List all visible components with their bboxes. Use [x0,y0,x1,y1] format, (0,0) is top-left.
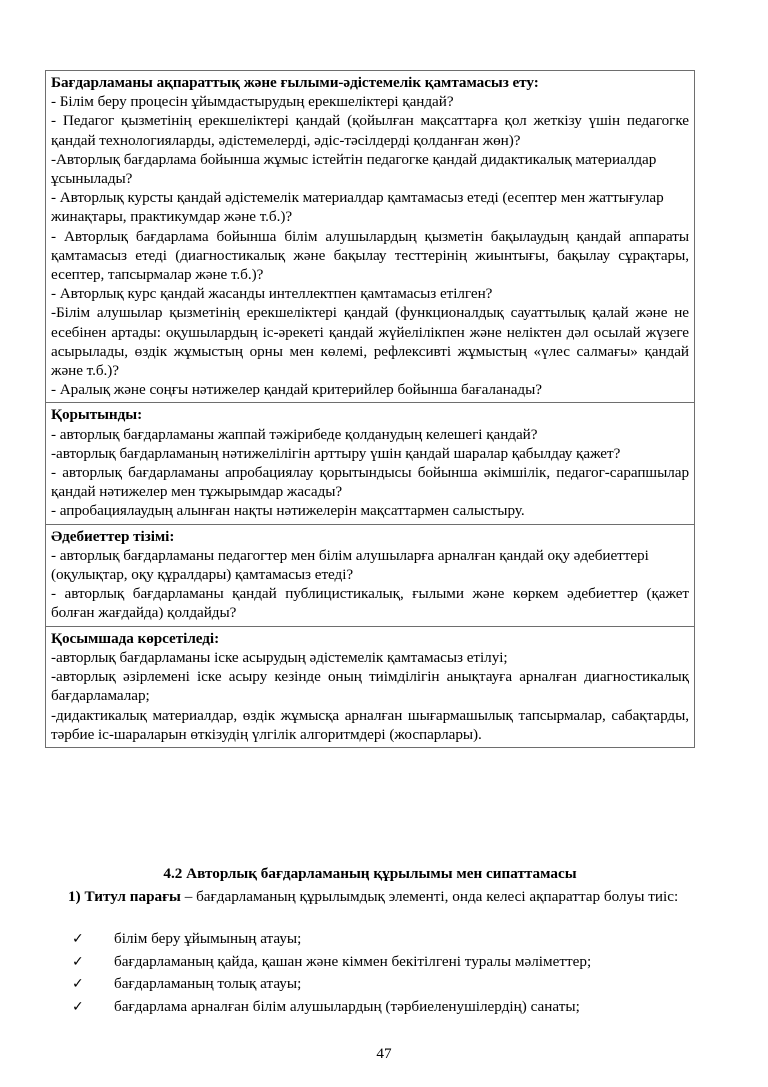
section-title: Бағдарламаны ақпараттық және ғылыми-әдістемелік қамтамасыз ету: [51,74,539,91]
section-line: - авторлық бағдарламаны педагогтер мен білім алушыларға арналған қандай оқу әдебиеттері (оқулықтар, оқу құралдары) қамтамасыз етеді? [51,546,649,584]
section-line: -дидактикалық материалдар, өздік жұмысқа арналған шығармашылық тапсырмалар, сабақтарды, тәрбие іс-шараларын өткізудің үлгілік алгоритмдері (жоспарлары). [51,706,689,743]
intro-number: 1) [68,888,81,905]
section-line: - Авторлық курсты қандай әдістемелік материалдар қамтамасыз етеді (есептер мен жаттығулар жинақтары, практикумдар және т.б.)? [51,189,664,226]
intro-term: Титул парағы [84,888,181,905]
list-item [34,973,695,996]
table-section-information-support [46,71,694,403]
requirements-table [45,70,695,748]
check-icon: ✓ [72,953,84,970]
list-item [34,928,695,951]
list-item-label: білім беру ұйымының атауы; [114,930,302,947]
section-line: -авторлық әзірлемені іске асыру кезінде оның тиімділігін анықтауға арналған диагностикалық бағдарламалар; [51,668,689,705]
section-line: - Авторлық бағдарлама бойынша білім алушылардың қызметін бақылаудың қандай аппараты қамтамасыз етеді (диагностикалық және бақылау тесттерінің жиынтығы, бақылау сұрақтары, есептер, тапсырмалар және т.б.)? [51,227,689,284]
section-line: - авторлық бағдарламаны жаппай тәжірибеде қолданудың келешегі қандай? [51,425,538,443]
title-page-requirements-list [34,928,695,1018]
list-item [34,951,695,974]
check-icon: ✓ [72,976,84,993]
intro-rest: – бағдарламаның құрылымдық элементі, онда келесі ақпараттар болуы тиіс: [180,888,679,905]
section-line: - Педагог қызметінің ерекшеліктері қандай (қойылған мақсаттарға қол жеткізу үшін педагогке қандай технологияларды, әдістемелерді, әдіс-тәсілдерді қолданған жөн)? [51,112,689,149]
section-line: -авторлық бағдарламаның нәтижелілігін арттыру үшін қандай шаралар қабылдау қажет? [51,444,621,462]
section-title: Қосымшада көрсетіледі: [51,629,220,647]
check-icon: ✓ [72,998,84,1015]
section-line: - Аралық және соңғы нәтижелер қандай критерийлер бойынша бағаланады? [51,381,542,399]
table-section-literature-list [46,525,694,627]
section-line: - Авторлық курс қандай жасанды интеллектпен қамтамасыз етілген? [51,285,493,303]
section-line: -Білім алушылар қызметінің ерекшеліктері қандай (функционалдық сауаттылық қалай және не есебінен артады: оқушылардың іс-әрекеті қандай жүйелілікпен және неліктен дәл осылай жүзеге асырылады, өздік жұмыстың орны мен көлемі, рефлексивті жұмыстың «үлес салмағы» қандай және т.б.)? [51,304,689,380]
list-item [34,996,695,1019]
table-section-appendix [46,627,694,747]
section-title: Әдебиеттер тізімі: [51,527,175,545]
list-item-label: бағдарламаның қайда, қашан және кіммен бекітілгені туралы мәліметтер; [114,952,592,970]
section-line: - апробациялаудың алынған нақты нәтижелерін мақсаттармен салыстыру. [51,502,525,520]
section-heading-4-2: 4.2 Авторлық бағдарламаның құрылымы мен сипаттамасы [163,865,577,882]
section-line: - Білім беру процесін ұйымдастырудың ерекшеліктері қандай? [51,93,454,111]
table-section-conclusion [46,403,694,524]
section-title: Қорытынды: [51,406,143,424]
page-number: 47 [376,1045,392,1062]
check-icon: ✓ [72,931,84,947]
section-line: -Авторлық бағдарлама бойынша жұмыс істейтін педагогке қандай дидактикалық материалдар ұсынылады? [51,150,657,188]
section-line: - авторлық бағдарламаны апробациялау қорытындысы бойынша әкімшілік, педагог-сарапшылар қандай нәтижелер мен тұжырымдар жасады? [51,464,689,501]
section-line: - авторлық бағдарламаны қандай публицистикалық, ғылыми және көркем әдебиеттер (қажет болған жағдайда) қолдайды? [51,585,689,622]
list-item-label: бағдарламаның толық атауы; [114,975,302,993]
list-item-label: бағдарлама арналған білім алушылардың (тәрбиеленушілердің) санаты; [114,997,580,1015]
section-line: -авторлық бағдарламаны іске асырудың әдістемелік қамтамасыз етілуі; [51,648,508,666]
intro-paragraph [34,886,695,908]
